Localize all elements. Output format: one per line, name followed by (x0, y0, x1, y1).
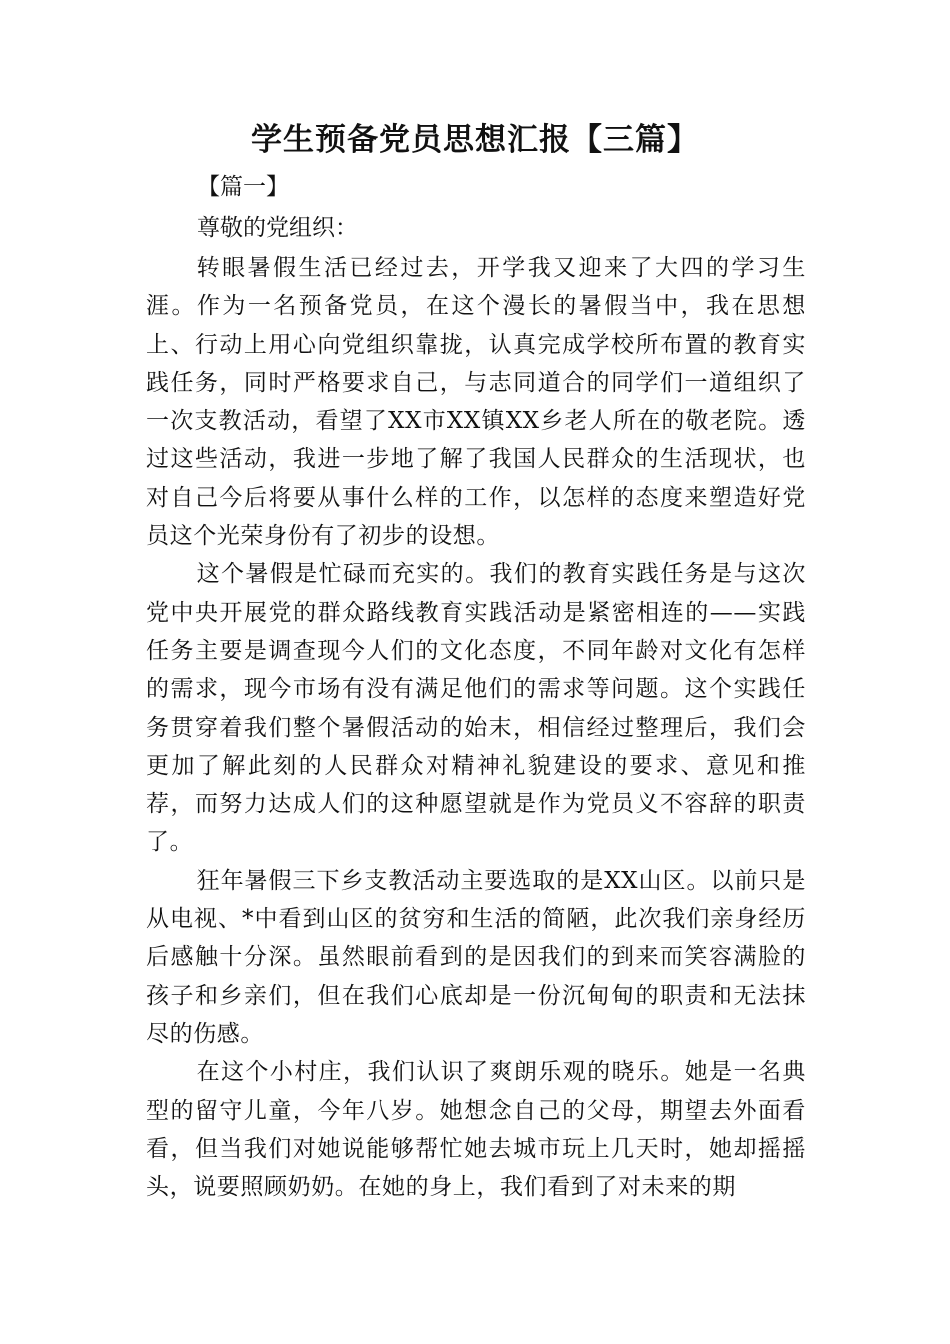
paragraph: 在这个小村庄，我们认识了爽朗乐观的晓乐。她是一名典型的留守儿童，今年八岁。她想念自己的父母，期望去外面看看，但当我们对她说能够帮忙她去城市玩上几天时，她却摇摇头，说要照顾奶奶。在她的身上，我们看到了对未来的期 (146, 1059, 806, 1201)
salutation: 尊敬的党组织： (197, 215, 358, 241)
paragraph: 这个暑假是忙碌而充实的。我们的教育实践任务是与这次党中央开展党的群众路线教育实践活动是紧密相连的——实践任务主要是调查现今人们的文化态度，不同年龄对文化有怎样的需求，现今市场有没有满足他们的需求等问题。这个实践任务贯穿着我们整个暑假活动的始末，相信经过整理后，我们会更加了解此刻的人民群众对精神礼貌建设的要求、意见和推荐，而努力达成人们的这种愿望就是作为党员义不容辞的职责了。 (146, 561, 806, 856)
document-title: 学生预备党员思想汇报【三篇】 (251, 122, 699, 158)
section-label: 【篇一】 (197, 174, 289, 200)
paragraph: 狂年暑假三下乡支教活动主要选取的是XX山区。以前只是从电视、*中看到山区的贫穷和生活的简陋，此次我们亲身经历后感触十分深。虽然眼前看到的是因我们的到来而笑容满脸的孩子和乡亲们，但在我们心底却是一份沉甸甸的职责和无法抹尽的伤感。 (146, 867, 806, 1047)
paragraph: 转眼暑假生活已经过去，开学我又迎来了大四的学习生涯。作为一名预备党员，在这个漫长的暑假当中，我在思想上、行动上用心向党组织靠拢，认真完成学校所布置的教育实践任务，同时严格要求自己，与志同道合的同学们一道组织了一次支教活动，看望了XX市XX镇XX乡老人所在的敬老院。透过这些活动，我进一步地了解了我国人民群众的生活现状，也对自己今后将要从事什么样的工作，以怎样的态度来塑造好党员这个光荣身份有了初步的设想。 (146, 255, 806, 550)
body-text (146, 249, 806, 1206)
